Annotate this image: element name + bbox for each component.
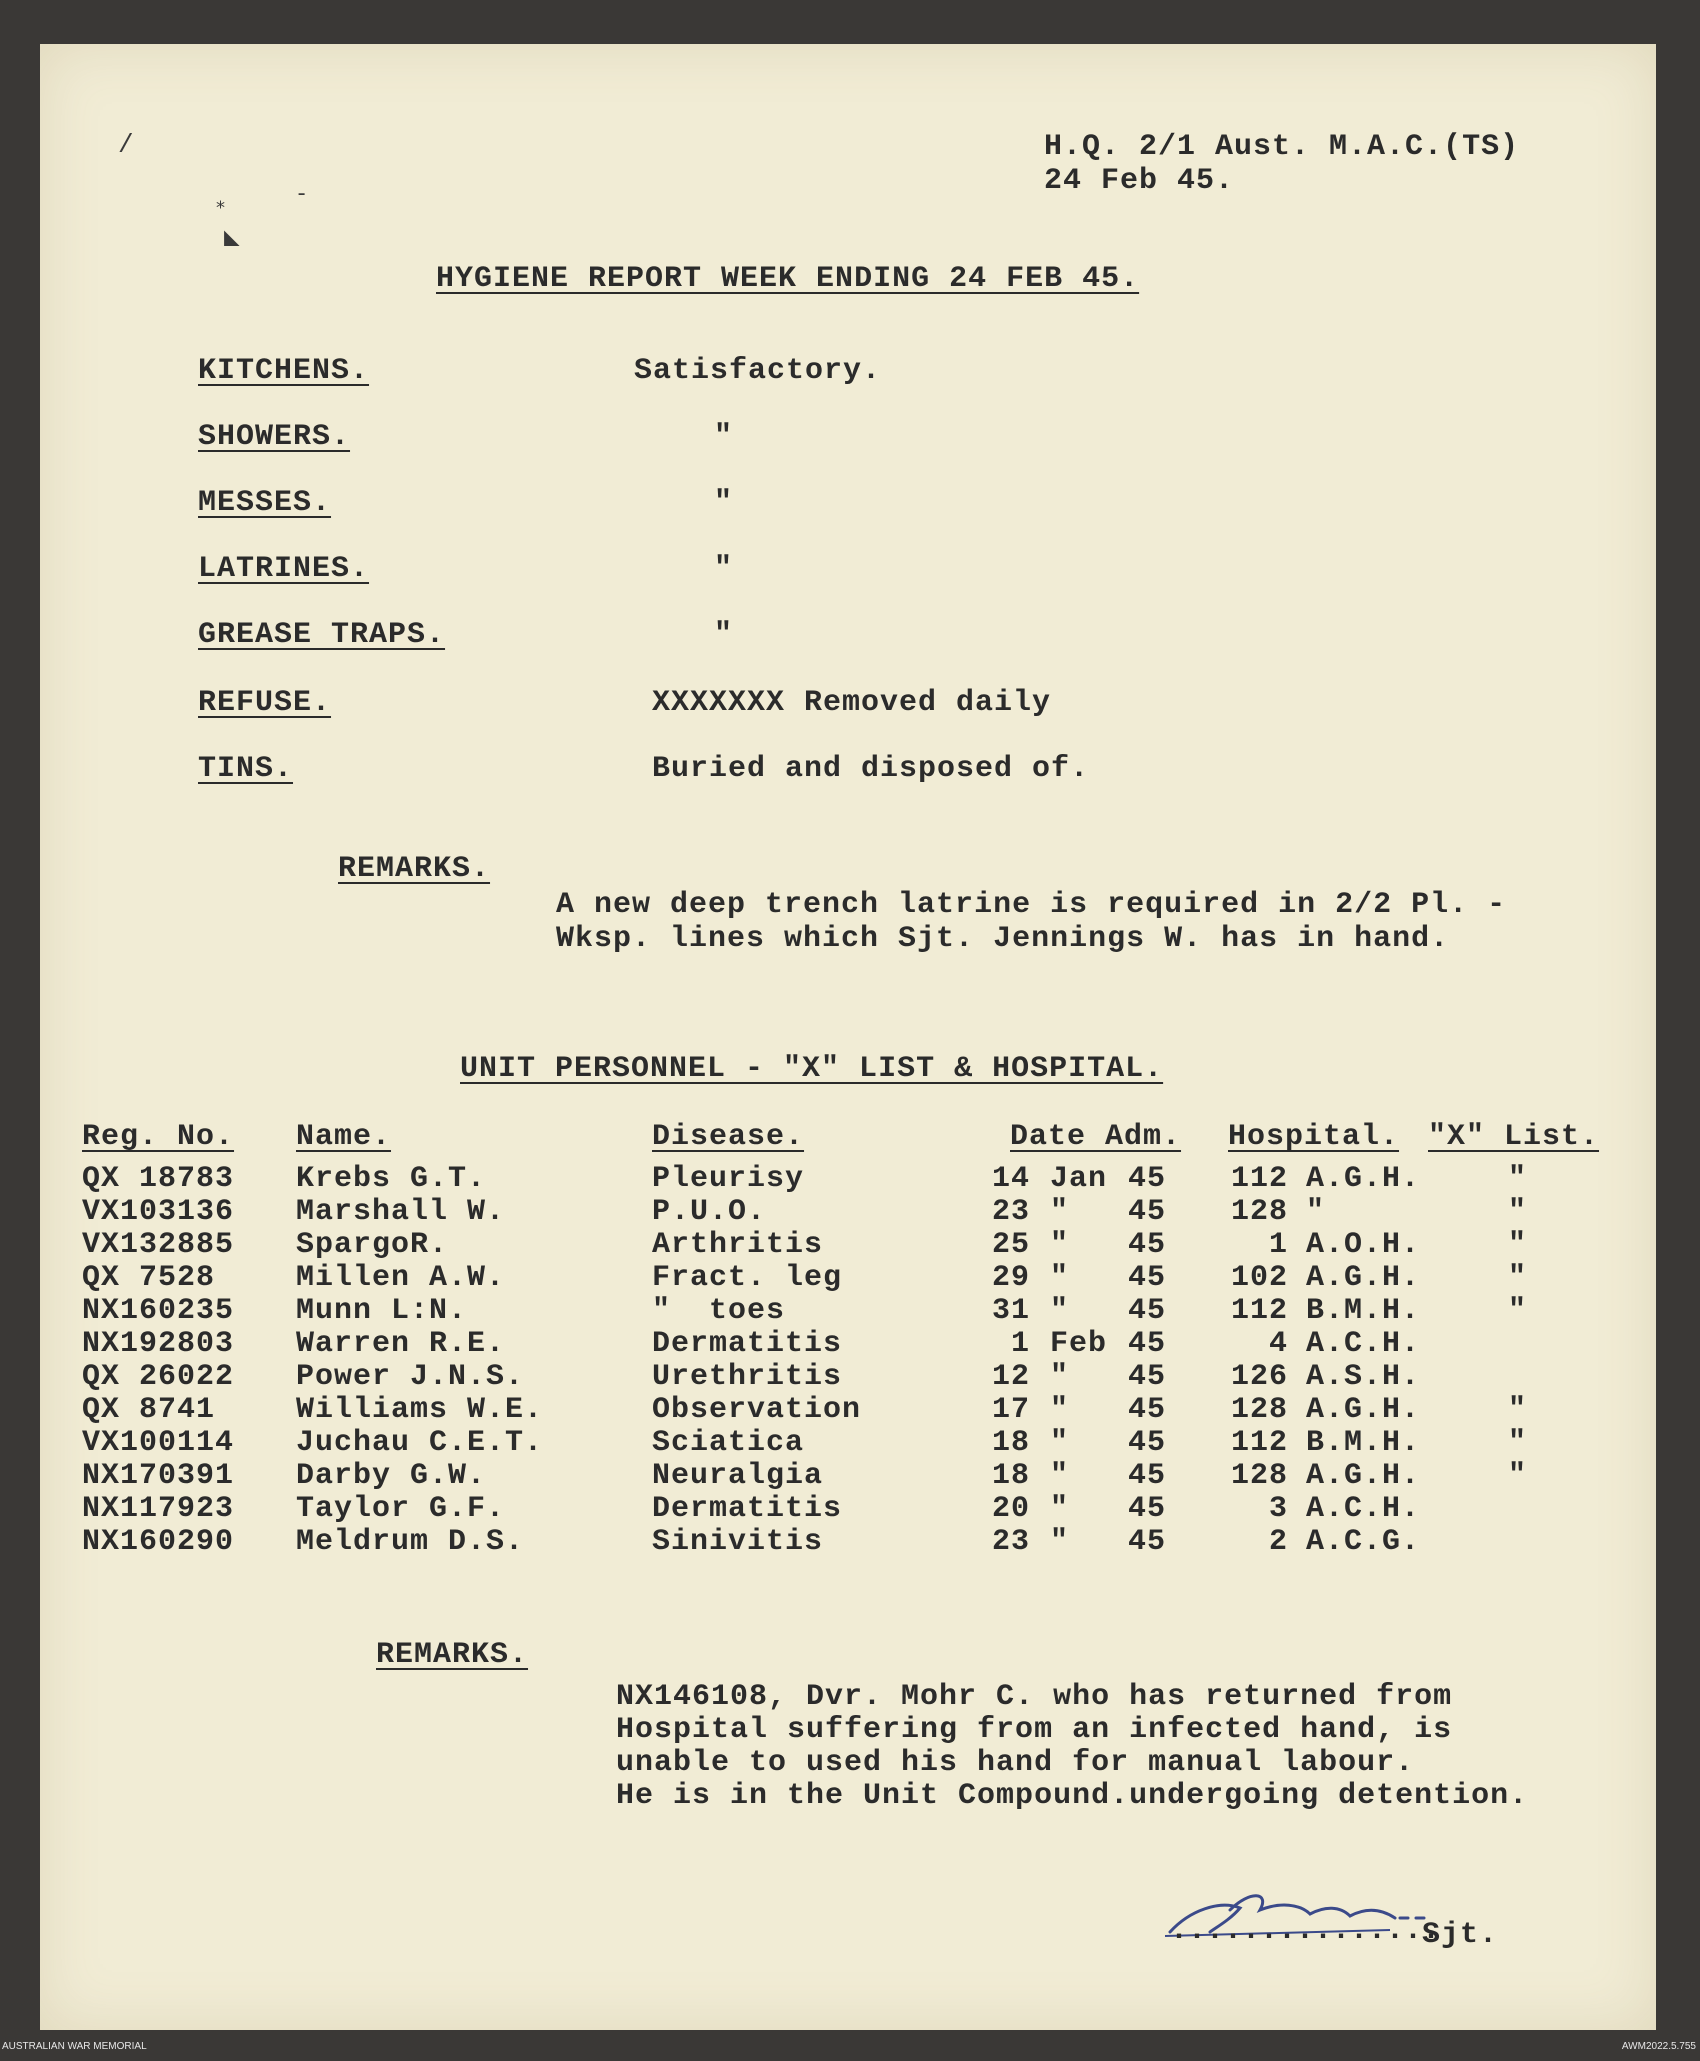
- footer-left: AUSTRALIAN WAR MEMORIAL: [2, 2041, 147, 2052]
- cell-xlist: ": [1508, 1459, 1528, 1493]
- cell-month: ": [1050, 1393, 1070, 1427]
- table-row: [40, 1261, 1656, 1294]
- cell-day: 23: [991, 1195, 1030, 1229]
- inspection-item: TINS.: [198, 752, 294, 786]
- inspection-item: MESSES.: [198, 486, 332, 520]
- cell-year: 45: [1128, 1525, 1167, 1559]
- report-title: HYGIENE REPORT WEEK ENDING 24 FEB 45.: [436, 262, 1140, 296]
- cell-hospital: A.S.H.: [1306, 1360, 1421, 1394]
- stain-mark: ⁎: [216, 194, 225, 214]
- cell-hospital-number: 128: [1230, 1195, 1288, 1229]
- cell-hospital-number: 1: [1268, 1228, 1288, 1262]
- cell-year: 45: [1128, 1261, 1167, 1295]
- table-row: [40, 1360, 1656, 1393]
- table-row: [40, 1327, 1656, 1360]
- table-row: [40, 1162, 1656, 1195]
- cell-name: Krebs G.T.: [296, 1162, 487, 1196]
- cell-name: Marshall W.: [296, 1195, 506, 1229]
- cell-hospital-number: 112: [1230, 1162, 1288, 1196]
- cell-name: SpargoR.: [296, 1228, 449, 1262]
- cell-reg: VX100114: [82, 1426, 235, 1460]
- remarks-heading: REMARKS.: [338, 852, 491, 886]
- remarks-heading: REMARKS.: [376, 1638, 529, 1672]
- cell-reg: QX 26022: [82, 1360, 235, 1394]
- personnel-title: UNIT PERSONNEL - "X" LIST & HOSPITAL.: [460, 1052, 1164, 1086]
- cell-year: 45: [1128, 1294, 1167, 1328]
- cell-day: 31: [991, 1294, 1030, 1328]
- column-header-name: Name.: [296, 1120, 392, 1154]
- inspection-item: SHOWERS.: [198, 420, 351, 454]
- cell-reg: NX170391: [82, 1459, 235, 1493]
- signature-dots: ...............: [1170, 1914, 1441, 1948]
- cell-year: 45: [1128, 1327, 1167, 1361]
- table-row: [40, 1393, 1656, 1426]
- cell-disease: Sciatica: [652, 1426, 805, 1460]
- cell-xlist: ": [1508, 1162, 1528, 1196]
- cell-hospital-number: 4: [1268, 1327, 1288, 1361]
- inspection-status: Satisfactory.: [634, 354, 882, 388]
- cell-hospital: B.M.H.: [1306, 1294, 1421, 1328]
- cell-hospital: A.C.H.: [1306, 1327, 1421, 1361]
- cell-name: Taylor G.F.: [296, 1492, 506, 1526]
- stain-mark: /: [118, 130, 134, 160]
- cell-hospital: A.G.H.: [1306, 1261, 1421, 1295]
- cell-hospital-number: 112: [1230, 1294, 1288, 1328]
- cell-hospital: A.O.H.: [1306, 1228, 1421, 1262]
- cell-year: 45: [1128, 1492, 1167, 1526]
- remarks-text: Wksp. lines which Sjt. Jennings W. has in hand.: [556, 922, 1450, 956]
- cell-xlist: ": [1508, 1195, 1528, 1229]
- cell-reg: QX 7528: [82, 1261, 216, 1295]
- cell-reg: NX117923: [82, 1492, 235, 1526]
- inspection-status: ": [714, 618, 734, 652]
- cell-disease: Pleurisy: [652, 1162, 805, 1196]
- cell-month: ": [1050, 1360, 1070, 1394]
- document-page: [40, 44, 1656, 2030]
- inspection-status: ": [714, 420, 734, 454]
- remarks-text: He is in the Unit Compound.undergoing detention.: [616, 1779, 1529, 1813]
- remarks-text: unable to used his hand for manual labour.: [616, 1746, 1415, 1780]
- remarks-text: NX146108, Dvr. Mohr C. who has returned from: [616, 1680, 1453, 1714]
- cell-day: 14: [991, 1162, 1030, 1196]
- footer-right: AWM2022.5.755: [1621, 2041, 1696, 2052]
- cell-hospital-number: 2: [1268, 1525, 1288, 1559]
- cell-reg: VX132885: [82, 1228, 235, 1262]
- cell-xlist: ": [1508, 1261, 1528, 1295]
- cell-xlist: ": [1508, 1228, 1528, 1262]
- inspection-status: XXXXXXX Removed daily: [652, 686, 1052, 720]
- cell-year: 45: [1128, 1360, 1167, 1394]
- cell-month: ": [1050, 1228, 1070, 1262]
- cell-day: 29: [991, 1261, 1030, 1295]
- cell-day: 1: [1010, 1327, 1030, 1361]
- cell-hospital: A.G.H.: [1306, 1459, 1421, 1493]
- stain-mark: ◣: [224, 223, 240, 253]
- cell-month: ": [1050, 1492, 1070, 1526]
- cell-reg: NX192803: [82, 1327, 235, 1361]
- cell-name: Munn L:N.: [296, 1294, 468, 1328]
- cell-xlist: ": [1508, 1294, 1528, 1328]
- inspection-item: KITCHENS.: [198, 354, 370, 388]
- table-row: [40, 1426, 1656, 1459]
- cell-xlist: ": [1508, 1393, 1528, 1427]
- cell-name: Millen A.W.: [296, 1261, 506, 1295]
- cell-name: Juchau C.E.T.: [296, 1426, 544, 1460]
- cell-month: ": [1050, 1525, 1070, 1559]
- cell-hospital: A.C.G.: [1306, 1525, 1421, 1559]
- table-row: [40, 1294, 1656, 1327]
- cell-xlist: ": [1508, 1426, 1528, 1460]
- cell-name: Meldrum D.S.: [296, 1525, 525, 1559]
- cell-hospital: A.G.H.: [1306, 1162, 1421, 1196]
- cell-hospital: B.M.H.: [1306, 1426, 1421, 1460]
- inspection-item: REFUSE.: [198, 686, 332, 720]
- table-row: [40, 1492, 1656, 1525]
- stain-mark: -: [295, 182, 309, 207]
- cell-year: 45: [1128, 1162, 1167, 1196]
- cell-hospital: A.C.H.: [1306, 1492, 1421, 1526]
- cell-disease: Neuralgia: [652, 1459, 824, 1493]
- cell-year: 45: [1128, 1228, 1167, 1262]
- table-row: [40, 1228, 1656, 1261]
- cell-hospital-number: 102: [1230, 1261, 1288, 1295]
- cell-month: ": [1050, 1261, 1070, 1295]
- inspection-status: ": [714, 486, 734, 520]
- cell-day: 25: [991, 1228, 1030, 1262]
- table-row: [40, 1525, 1656, 1558]
- cell-hospital-number: 112: [1230, 1426, 1288, 1460]
- table-header-row: [40, 1120, 1656, 1153]
- cell-reg: NX160235: [82, 1294, 235, 1328]
- cell-year: 45: [1128, 1426, 1167, 1460]
- cell-month: ": [1050, 1294, 1070, 1328]
- cell-reg: NX160290: [82, 1525, 235, 1559]
- cell-year: 45: [1128, 1459, 1167, 1493]
- cell-year: 45: [1128, 1393, 1167, 1427]
- cell-day: 18: [991, 1426, 1030, 1460]
- report-date: 24 Feb 45.: [1044, 164, 1235, 198]
- cell-reg: QX 8741: [82, 1393, 216, 1427]
- cell-name: Warren R.E.: [296, 1327, 506, 1361]
- cell-hospital-number: 128: [1230, 1393, 1288, 1427]
- cell-hospital-number: 126: [1230, 1360, 1288, 1394]
- cell-disease: Dermatitis: [652, 1327, 843, 1361]
- column-header-date: Date Adm.: [1010, 1120, 1182, 1154]
- table-row: [40, 1195, 1656, 1228]
- cell-disease: Urethritis: [652, 1360, 843, 1394]
- cell-hospital-number: 3: [1268, 1492, 1288, 1526]
- cell-month: ": [1050, 1426, 1070, 1460]
- cell-hospital-number: 128: [1230, 1459, 1288, 1493]
- cell-month: Feb: [1050, 1327, 1108, 1361]
- cell-disease: Arthritis: [652, 1228, 824, 1262]
- cell-reg: QX 18783: [82, 1162, 235, 1196]
- cell-day: 23: [991, 1525, 1030, 1559]
- cell-name: Power J.N.S.: [296, 1360, 525, 1394]
- cell-disease: Fract. leg: [652, 1261, 843, 1295]
- inspection-status: Buried and disposed of.: [652, 752, 1090, 786]
- column-header-reg: Reg. No.: [82, 1120, 235, 1154]
- remarks-text: Hospital suffering from an infected hand, is: [616, 1713, 1453, 1747]
- cell-day: 20: [991, 1492, 1030, 1526]
- table-row: [40, 1459, 1656, 1492]
- remarks-text: A new deep trench latrine is required in 2/2 Pl. -: [556, 888, 1507, 922]
- inspection-item: LATRINES.: [198, 552, 370, 586]
- signature-rank: Sjt.: [1422, 1918, 1499, 1952]
- unit-heading: H.Q. 2/1 Aust. M.A.C.(TS): [1044, 130, 1520, 164]
- cell-month: ": [1050, 1195, 1070, 1229]
- inspection-item: GREASE TRAPS.: [198, 618, 446, 652]
- cell-disease: Dermatitis: [652, 1492, 843, 1526]
- cell-year: 45: [1128, 1195, 1167, 1229]
- cell-name: Darby G.W.: [296, 1459, 487, 1493]
- cell-day: 17: [991, 1393, 1030, 1427]
- cell-name: Williams W.E.: [296, 1393, 544, 1427]
- cell-month: ": [1050, 1459, 1070, 1493]
- inspection-status: ": [714, 552, 734, 586]
- cell-month: Jan: [1050, 1162, 1108, 1196]
- cell-disease: Observation: [652, 1393, 862, 1427]
- cell-hospital: ": [1306, 1195, 1326, 1229]
- column-header-hospital: Hospital.: [1228, 1120, 1400, 1154]
- cell-disease: Sinivitis: [652, 1525, 824, 1559]
- column-header-disease: Disease.: [652, 1120, 805, 1154]
- cell-hospital: A.G.H.: [1306, 1393, 1421, 1427]
- cell-disease: " toes: [652, 1294, 786, 1328]
- cell-day: 18: [991, 1459, 1030, 1493]
- column-header-xlist: "X" List.: [1428, 1120, 1600, 1154]
- cell-reg: VX103136: [82, 1195, 235, 1229]
- cell-day: 12: [991, 1360, 1030, 1394]
- cell-disease: P.U.O.: [652, 1195, 767, 1229]
